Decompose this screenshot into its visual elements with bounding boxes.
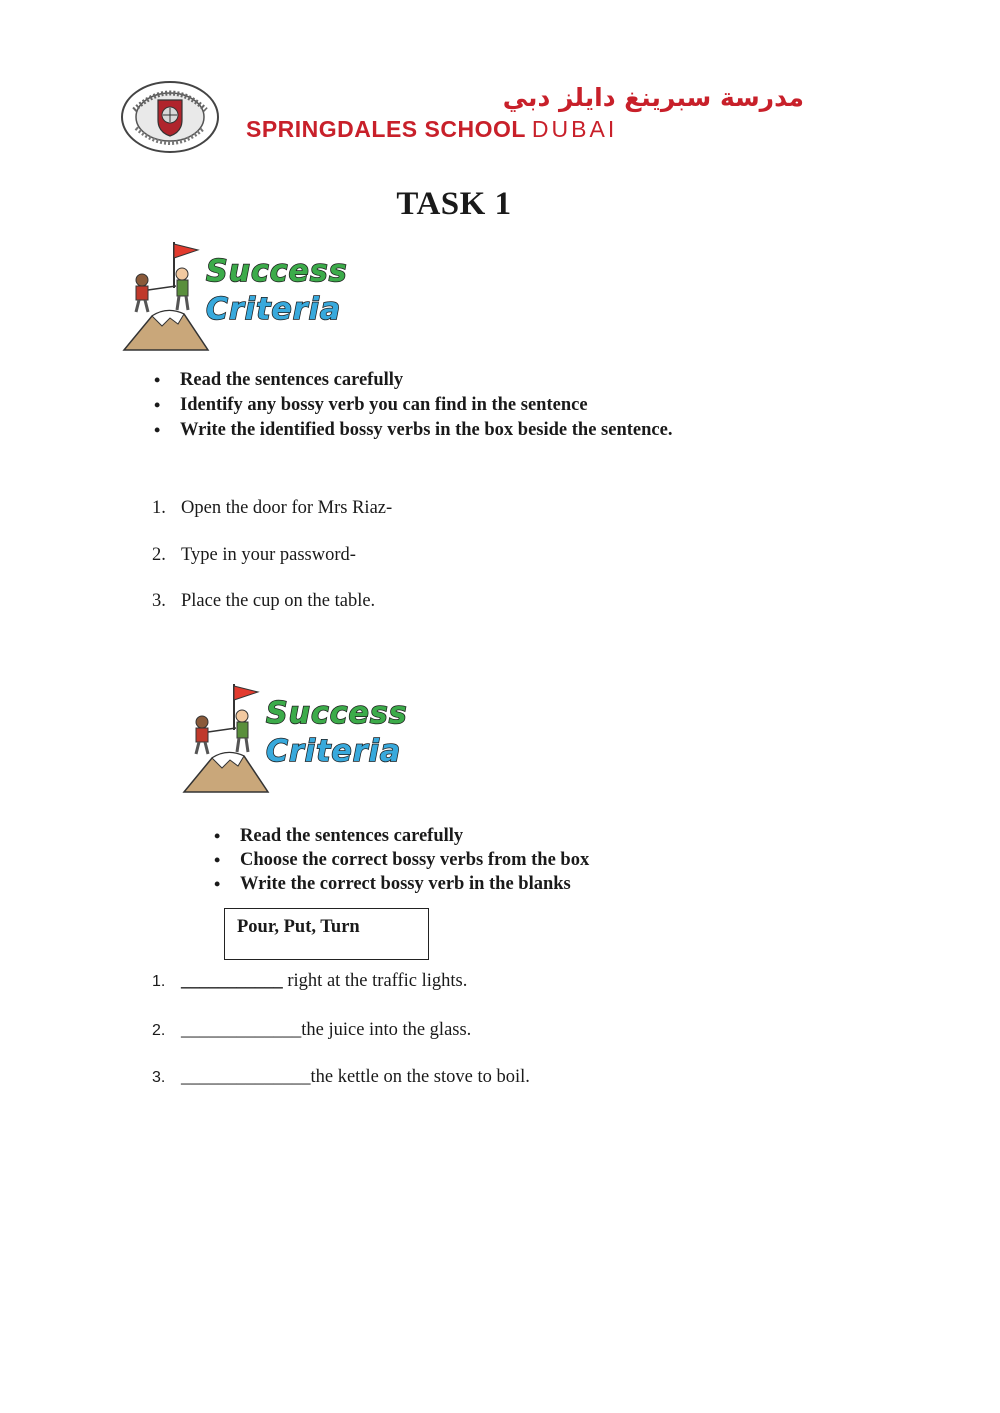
question-text: Place the cup on the table. — [181, 591, 376, 611]
criteria-word: Criteria — [206, 292, 342, 327]
school-crest-logo — [120, 80, 220, 154]
question-item — [152, 1020, 471, 1041]
answer-blank[interactable]: _____________ — [181, 1020, 302, 1040]
list-item: • Write the correct bossy verb in the blanks — [212, 874, 589, 895]
success-word: Success — [266, 696, 408, 731]
criteria-list — [212, 826, 589, 895]
school-name-arabic: مدرسة سبرينغ دايلز دبي — [502, 83, 804, 112]
success-criteria-badge — [182, 682, 442, 798]
question-text: Type in your password- — [181, 545, 356, 565]
school-name — [246, 116, 617, 143]
question-number: 2. — [152, 545, 166, 565]
question-text: Open the door for Mrs Riaz- — [181, 498, 393, 518]
question-item — [152, 591, 375, 612]
question-text: the juice into the glass. — [301, 1020, 472, 1040]
answer-blank[interactable]: ______________ — [181, 1067, 311, 1087]
criteria-list — [152, 370, 672, 441]
question-item — [152, 545, 356, 566]
school-name-text: SPRINGDALES SCHOOL — [246, 116, 526, 142]
question-number: 3. — [152, 591, 166, 611]
page-title: TASK 1 — [396, 186, 512, 222]
question-text: the kettle on the stove to boil. — [310, 1067, 530, 1087]
list-item: • Read the sentences carefully — [152, 370, 672, 391]
list-item: • Choose the correct bossy verbs from the box — [212, 850, 589, 871]
question-number: 3. — [152, 1069, 166, 1086]
question-item — [152, 1067, 530, 1088]
question-item — [152, 971, 467, 992]
list-item: • Identify any bossy verb you can find in the sentence — [152, 395, 672, 416]
mountain-climbers-illustration — [122, 240, 212, 356]
question-number: 1. — [152, 498, 166, 518]
success-word: Success — [206, 254, 348, 289]
list-item: • Read the sentences carefully — [212, 826, 589, 847]
criteria-word: Criteria — [266, 734, 402, 769]
school-header — [120, 76, 804, 156]
school-city: DUBAI — [531, 116, 618, 142]
word-bank-text: Pour, Put, Turn — [237, 917, 360, 937]
list-item: • Write the identified bossy verbs in the box beside the sentence. — [152, 420, 672, 441]
question-text: right at the traffic lights. — [282, 971, 468, 991]
answer-blank[interactable]: ___________ — [181, 971, 283, 991]
question-number: 1. — [152, 973, 166, 990]
mountain-climbers-illustration — [182, 682, 272, 798]
success-criteria-badge — [122, 240, 382, 356]
question-number: 2. — [152, 1022, 166, 1039]
word-bank-box — [224, 908, 429, 960]
question-item — [152, 498, 392, 519]
